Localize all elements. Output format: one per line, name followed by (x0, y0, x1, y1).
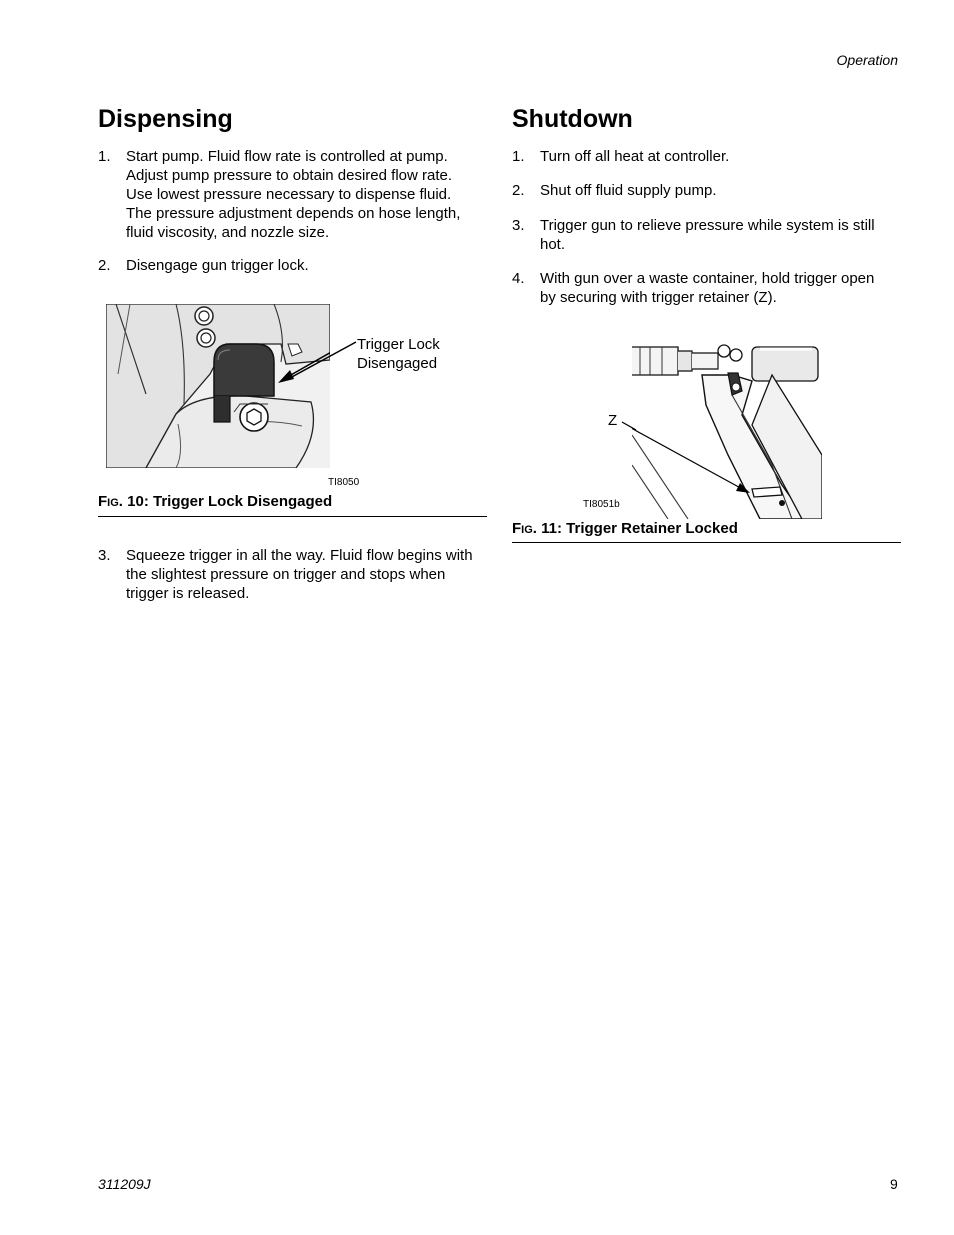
callout-line: Disengaged (357, 355, 438, 372)
step-text-line: With gun over a waste container, hold trigger open (540, 270, 875, 287)
retainer-callout-z: Z (608, 412, 618, 429)
figure-10-rule (98, 516, 487, 517)
trigger-lock-callout (357, 335, 440, 373)
caption-text: . 10: Trigger Lock Disengaged (118, 493, 333, 510)
document-number: 311209J (98, 1176, 151, 1192)
figure-11-image-id: TI8051b (583, 499, 620, 510)
dispensing-heading: Dispensing (98, 105, 233, 133)
step-text-line: Squeeze trigger in all the way. Fluid flow begins with (126, 547, 473, 564)
figure-10-caption (98, 493, 332, 510)
step-number: 3. (98, 547, 111, 564)
figure-11-caption (512, 520, 738, 537)
section-header: Operation (836, 52, 898, 68)
step-number: 1. (512, 148, 525, 165)
figure-11-rule (512, 542, 901, 543)
step-text-line: trigger is released. (126, 585, 250, 602)
shutdown-heading: Shutdown (512, 105, 633, 133)
step-text-line: Start pump. Fluid flow rate is controlled at pump. (126, 148, 448, 165)
step-text-line: Disengage gun trigger lock. (126, 257, 309, 274)
step-text-line: Shut off fluid supply pump. (540, 182, 717, 199)
trigger-retainer-illustration (632, 335, 822, 519)
step-number: 4. (512, 270, 525, 287)
step-text-line: hot. (540, 236, 566, 253)
step-text-line: fluid viscosity, and nozzle size. (126, 224, 330, 241)
callout-line: Trigger Lock (357, 336, 440, 353)
caption-prefix-small: IG (107, 497, 119, 509)
step-text-line: by securing with trigger retainer (Z). (540, 289, 777, 306)
step-number: 2. (98, 257, 111, 274)
step-text-line: Trigger gun to relieve pressure while system is still (540, 217, 875, 234)
caption-prefix: F (98, 493, 108, 510)
page-number: 9 (890, 1176, 898, 1192)
caption-prefix-small: IG (521, 524, 533, 536)
callout-leader-line (290, 340, 360, 380)
figure-10-image-id: TI8050 (328, 477, 360, 488)
step-number: 3. (512, 217, 525, 234)
step-text-line: Turn off all heat at controller. (540, 148, 730, 165)
caption-text: . 11: Trigger Retainer Locked (532, 520, 738, 537)
step-number: 2. (512, 182, 525, 199)
step-text-line: the slightest pressure on trigger and stops when (126, 566, 446, 583)
step-number: 1. (98, 148, 111, 165)
caption-prefix: F (512, 520, 522, 537)
step-text-line: The pressure adjustment depends on hose length, (126, 205, 461, 222)
step-text-line: Adjust pump pressure to obtain desired flow rate. (126, 167, 453, 184)
step-text-line: Use lowest pressure necessary to dispense fluid. (126, 186, 452, 203)
z-leader-line (620, 420, 638, 432)
trigger-lock-illustration (106, 304, 330, 468)
